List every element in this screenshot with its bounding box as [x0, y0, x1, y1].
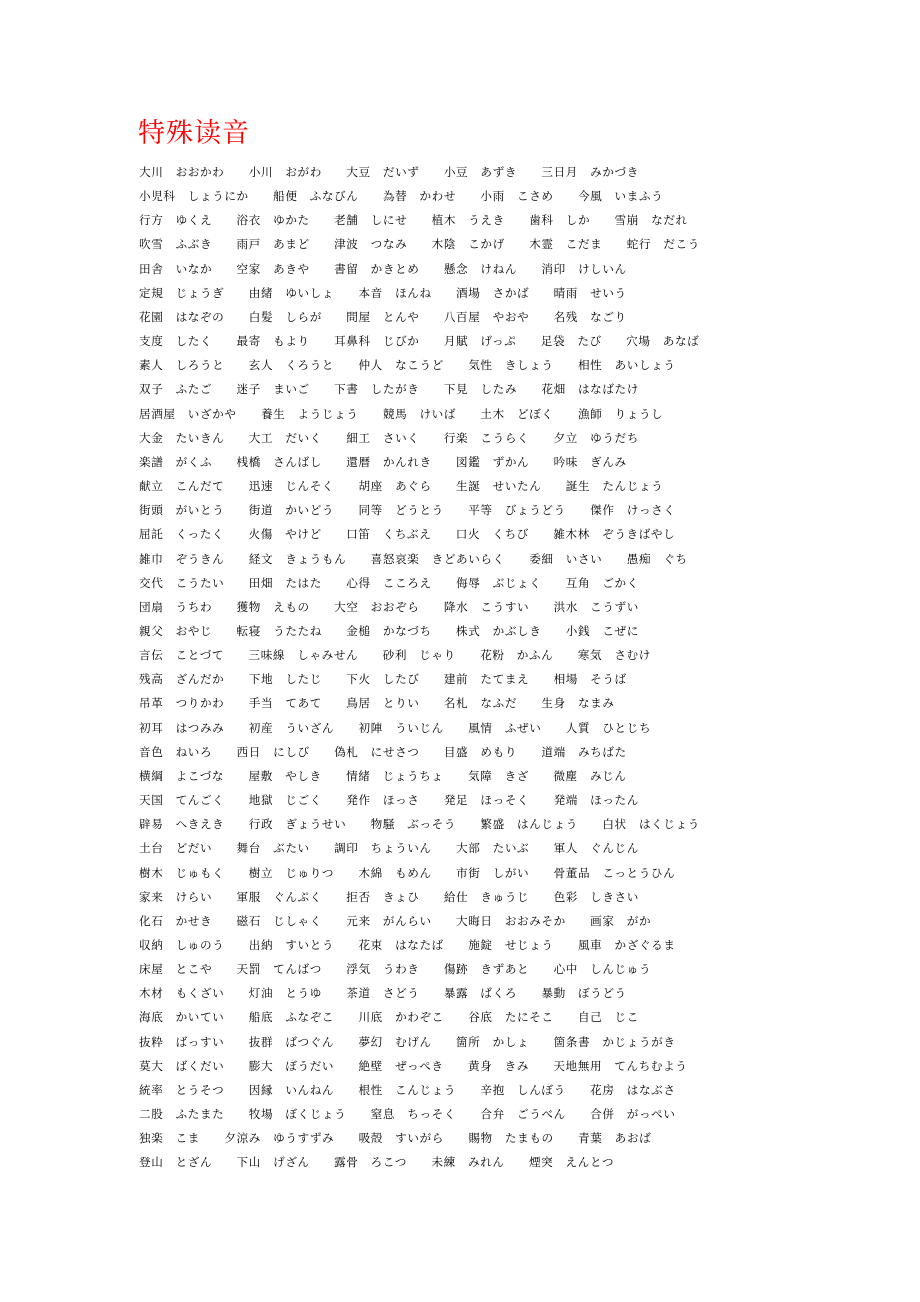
- reading-row: 定規 じょうぎ 由緒 ゆいしょ 本音 ほんね 酒場 さかば 晴雨 せいう: [139, 285, 627, 300]
- reading-row: 支度 したく 最寄 もより 耳鼻科 じびか 月賦 げっぷ 足袋 たび 穴場 あなば: [139, 334, 700, 349]
- reading-row: 辟易 へきえき 行政 ぎょうせい 物騒 ぶっそう 繁盛 はんじょう 白状 はくじょう: [139, 817, 700, 832]
- reading-row: 残高 ざんだか 下地 したじ 下火 したび 建前 たてまえ 相場 そうば: [139, 672, 627, 687]
- reading-row: 二股 ふたまた 牧場 ぼくじょう 窒息 ちっそく 合弁 ごうべん 合併 がっぺい: [139, 1107, 676, 1122]
- reading-row: 行方 ゆくえ 浴衣 ゆかた 老舗 しにせ 植木 うえき 歯科 しか 雪崩 なだれ: [139, 213, 688, 228]
- reading-row: 献立 こんだて 迅速 じんそく 胡座 あぐら 生誕 せいたん 誕生 たんじょう: [139, 479, 664, 494]
- reading-row: 家来 けらい 軍服 ぐんぷく 拒否 きょひ 給仕 きゅうじ 色彩 しきさい: [139, 889, 639, 904]
- reading-row: 楽譜 がくふ 桟橋 さんばし 還暦 かんれき 図鑑 ずかん 吟味 ぎんみ: [139, 454, 627, 469]
- reading-list: [139, 160, 899, 1175]
- reading-row: 言伝 ことづて 三味線 しゃみせん 砂利 じゃり 花粉 かふん 寒気 さむけ: [139, 648, 651, 663]
- reading-row: 抜粋 ばっすい 抜群 ばつぐん 夢幻 むげん 箇所 かしょ 箇条書 かじょうがき: [139, 1034, 676, 1049]
- reading-row: 街頭 がいとう 街道 かいどう 同等 どうとう 平等 びょうどう 傑作 けっさく: [139, 503, 676, 518]
- reading-row: 花園 はなぞの 白髪 しらが 問屋 とんや 八百屋 やおや 名残 なごり: [139, 309, 627, 324]
- reading-row: 樹木 じゅもく 樹立 じゅりつ 木綿 もめん 市街 しがい 骨董品 こっとうひん: [139, 865, 676, 880]
- reading-row: 横綱 よこづな 屋敷 やしき 情緒 じょうちょ 気障 きざ 微塵 みじん: [139, 768, 627, 783]
- reading-row: 化石 かせき 磁石 じしゃく 元来 がんらい 大晦日 おおみそか 画家 がか: [139, 913, 652, 928]
- reading-row: 双子 ふたご 迷子 まいご 下書 したがき 下見 したみ 花畑 はなばたけ: [139, 382, 639, 397]
- reading-row: 床屋 とこや 天罰 てんばつ 浮気 うわき 傷跡 きずあと 心中 しんじゅう: [139, 962, 652, 977]
- reading-row: 収納 しゅのう 出納 すいとう 花束 はなたば 施錠 せじょう 風車 かざぐるま: [139, 938, 676, 952]
- reading-row: 屈託 くったく 火傷 やけど 口笛 くちぶえ 口火 くちび 雑木林 ぞうきばやし: [139, 527, 676, 542]
- reading-row: 小児科 しょうにか 船便 ふなびん 為替 かわせ 小雨 こさめ 今風 いまふう: [139, 189, 664, 204]
- reading-row: 素人 しろうと 玄人 くろうと 仲人 なこうど 気性 きしょう 相性 あいしょう: [139, 358, 676, 373]
- reading-row: 田舎 いなか 空家 あきや 書留 かきとめ 懸念 けねん 消印 けしいん: [139, 261, 627, 276]
- reading-row: 団扇 うちわ 獲物 えもの 大空 おおぞら 降水 こうすい 洪水 こうずい: [139, 599, 639, 614]
- reading-row: 大川 おおかわ 小川 おがわ 大豆 だいず 小豆 あずき 三日月 みかづき: [139, 165, 639, 179]
- reading-row: 木材 もくざい 灯油 とうゆ 茶道 さどう 暴露 ばくろ 暴動 ぼうどう: [139, 986, 627, 1001]
- reading-row: 統率 とうそつ 因縁 いんねん 根性 こんじょう 辛抱 しんぼう 花房 はなぶさ: [139, 1082, 676, 1097]
- reading-row: 天国 てんごく 地獄 じごく 発作 ほっさ 発足 ほっそく 発端 ほったん: [139, 793, 639, 808]
- reading-row: 独楽 こま 夕涼み ゆうすずみ 吸殻 すいがら 賜物 たまもの 青葉 あおば: [139, 1131, 652, 1146]
- page-title: 特殊读音: [138, 118, 250, 149]
- reading-row: 居酒屋 いざかや 養生 ようじょう 競馬 けいば 土木 どぼく 漁師 りょうし: [139, 406, 664, 421]
- reading-row: 莫大 ばくだい 膨大 ぼうだい 絶壁 ぜっぺき 黄身 きみ 天地無用 てんちむよう: [139, 1058, 688, 1073]
- reading-row: 音色 ねいろ 西日 にしび 偽札 にせさつ 目盛 めもり 道端 みちばた: [139, 744, 627, 759]
- reading-row: 土台 どだい 舞台 ぶたい 調印 ちょういん 大部 たいぶ 軍人 ぐんじん: [139, 841, 639, 856]
- reading-row: 交代 こうたい 田畑 たはた 心得 こころえ 侮辱 ぶじょく 互角 ごかく: [139, 575, 639, 590]
- reading-row: 登山 とざん 下山 げざん 露骨 ろこつ 未練 みれん 煙突 えんとつ: [139, 1155, 615, 1170]
- reading-row: 大金 たいきん 大工 だいく 細工 さいく 行楽 こうらく 夕立 ゆうだち: [139, 430, 639, 445]
- reading-row: 吊革 つりかわ 手当 てあて 鳥居 とりい 名札 なふだ 生身 なまみ: [139, 696, 615, 711]
- reading-row: 親父 おやじ 転寝 うたたね 金槌 かなづち 株式 かぶしき 小銭 こぜに: [139, 623, 639, 638]
- reading-row: 吹雪 ふぶき 雨戸 あまど 津波 つなみ 木陰 こかげ 木霊 こだま 蛇行 だこう: [139, 237, 700, 252]
- reading-row: 海底 かいてい 船底 ふなぞこ 川底 かわぞこ 谷底 たにそこ 自己 じこ: [139, 1010, 639, 1025]
- reading-row: 初耳 はつみみ 初産 ういざん 初陣 ういじん 風情 ふぜい 人質 ひとじち: [139, 720, 652, 735]
- reading-row: 雑巾 ぞうきん 経文 きょうもん 喜怒哀楽 きどあいらく 委細 いさい 愚痴 ぐち: [139, 551, 688, 566]
